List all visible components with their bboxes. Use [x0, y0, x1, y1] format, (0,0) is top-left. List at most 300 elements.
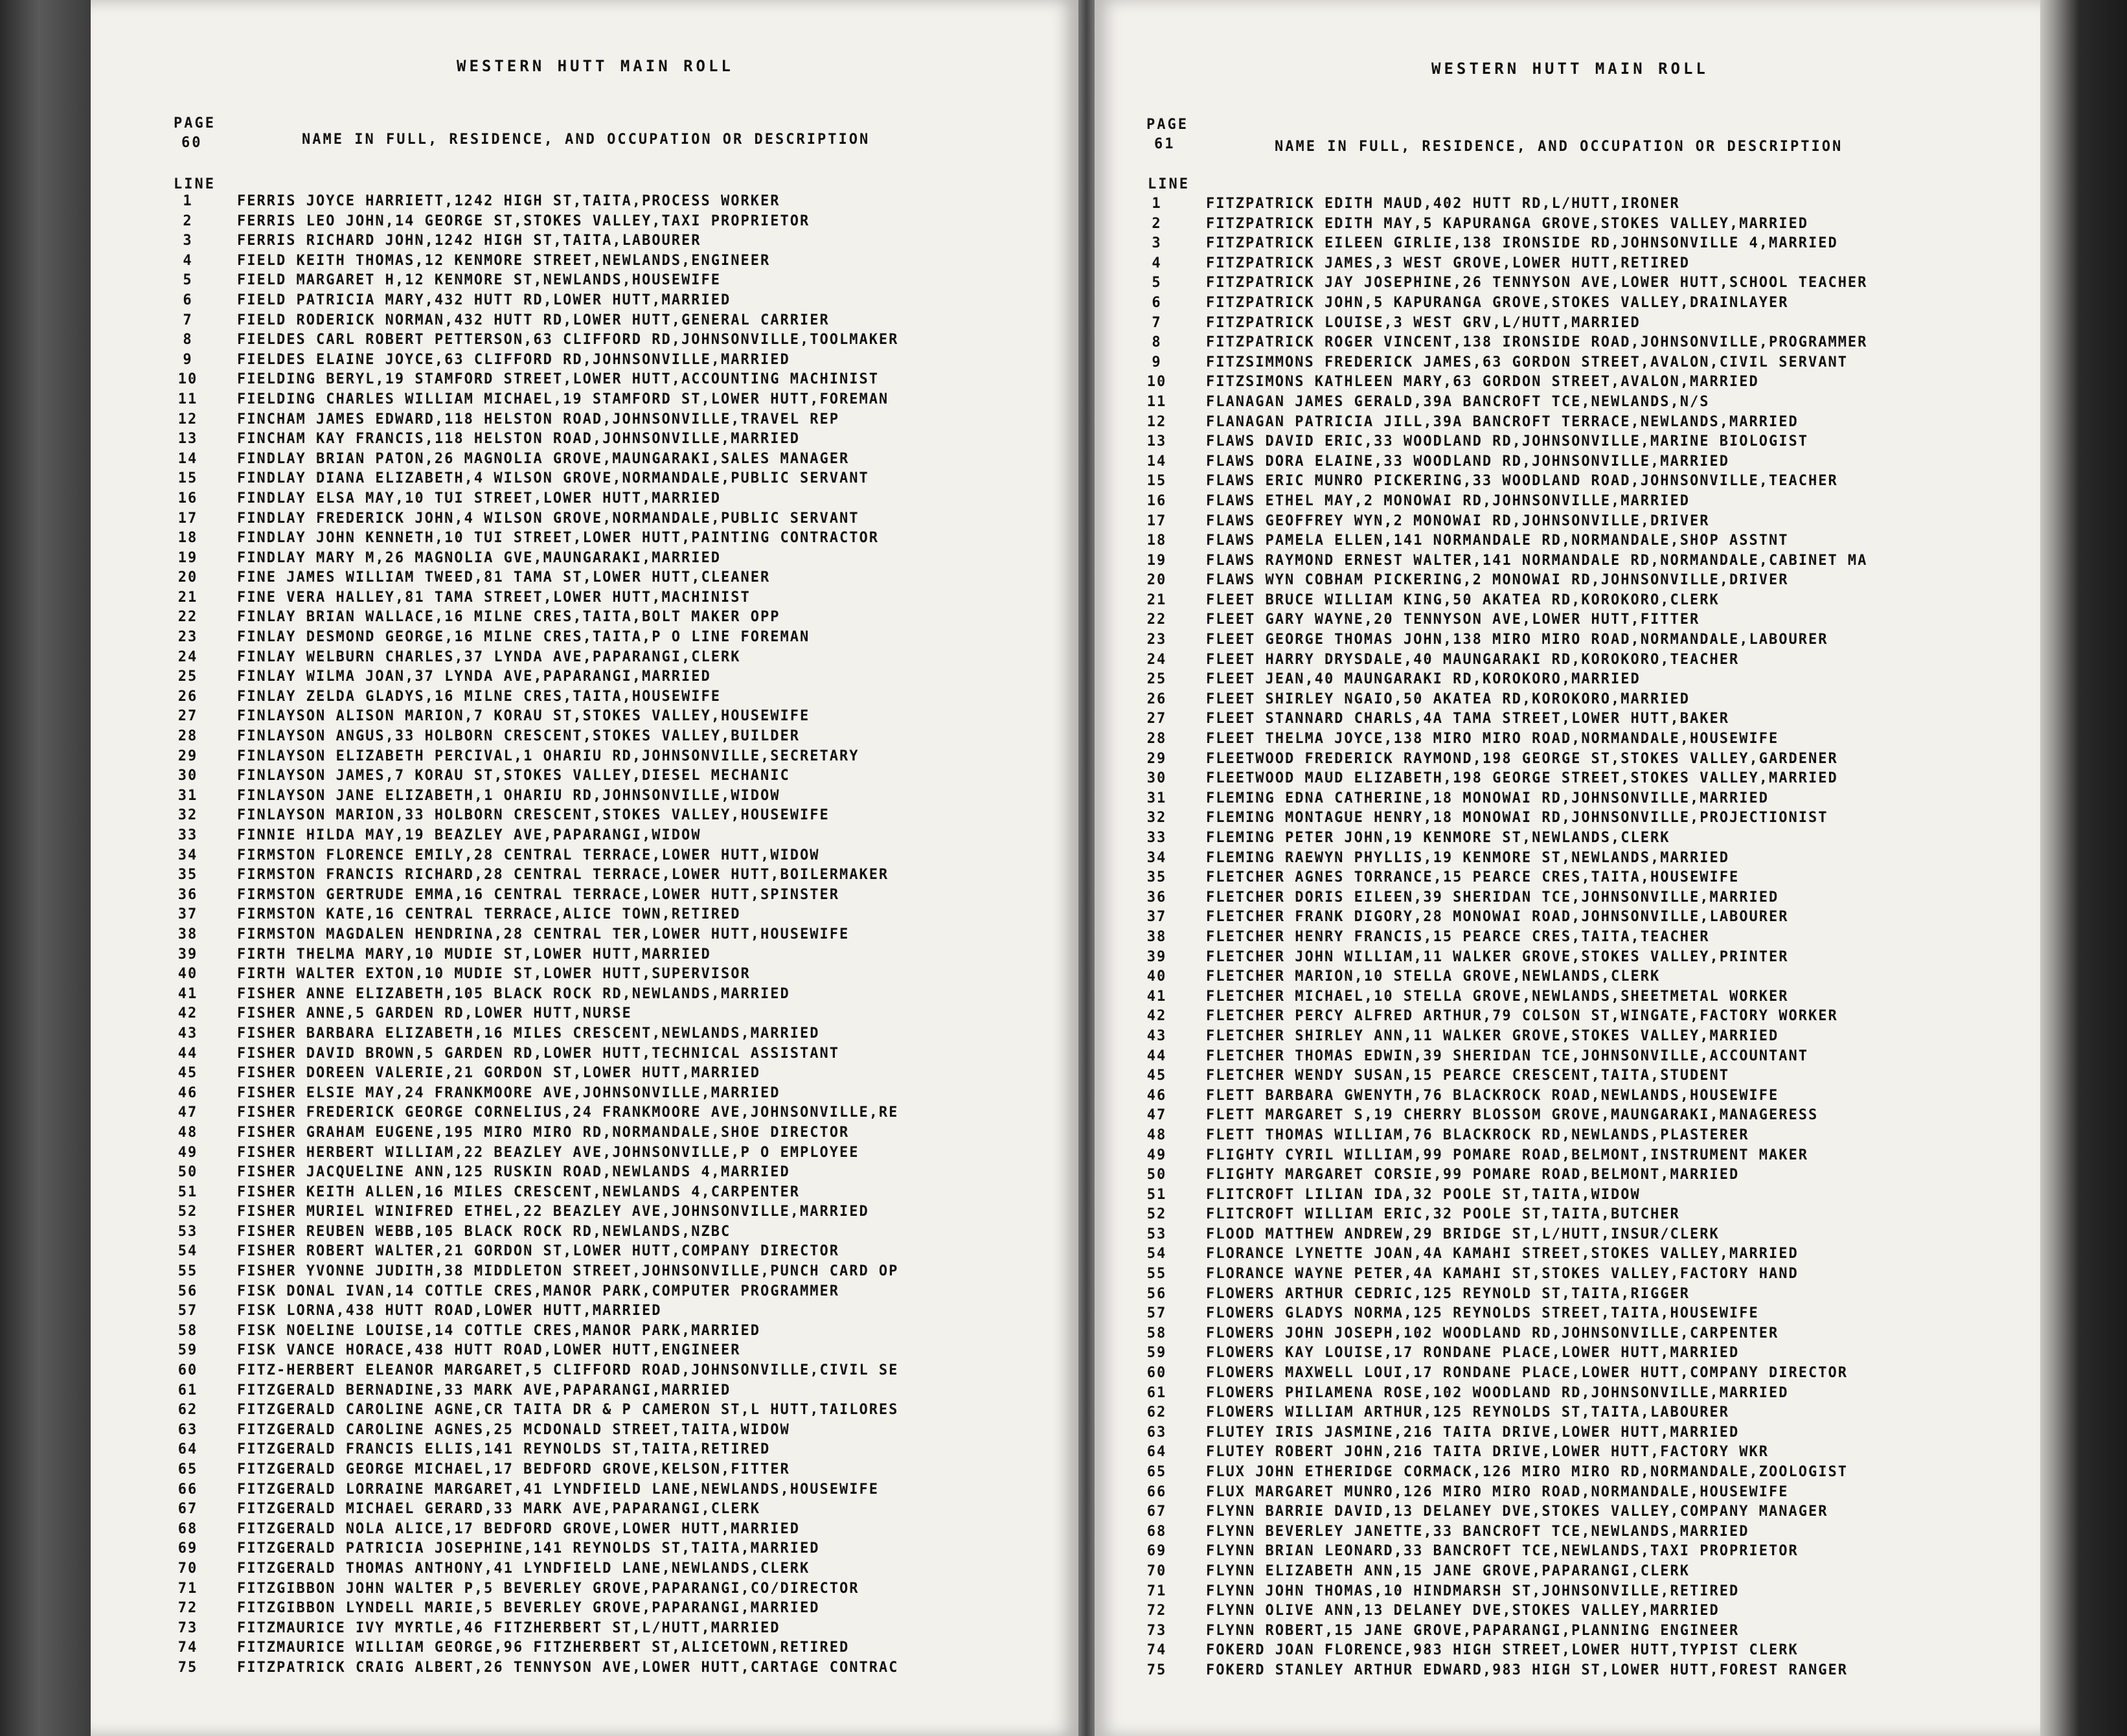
entry-text: FINDLAY ELSA MAY,10 TUI STREET,LOWER HUTT,MARRIED: [237, 490, 722, 507]
roll-entry: [1137, 314, 1867, 334]
entry-text: FISK LORNA,438 HUTT ROAD,LOWER HUTT,MARRIED: [237, 1303, 662, 1319]
line-number: 18: [1146, 532, 1167, 549]
entry-text: FLAWS GEOFFREY WYN,2 MONOWAI RD,JOHNSONVILLE,DRIVER: [1206, 512, 1710, 529]
entry-text: FINCHAM KAY FRANCIS,118 HELSTON ROAD,JOHNSONVILLE,MARRIED: [237, 431, 800, 448]
entry-text: FLANAGAN PATRICIA JILL,39A BANCROFT TERRACE,NEWLANDS,MARRIED: [1206, 413, 1799, 430]
entry-text: FOKERD JOAN FLORENCE,983 HIGH STREET,LOWER HUTT,TYPIST CLERK: [1206, 1642, 1799, 1659]
line-number: 3: [1152, 235, 1162, 252]
roll-entry: [1137, 1086, 1867, 1106]
line-number: 39: [177, 946, 198, 963]
entry-text: FINCHAM JAMES EDWARD,118 HELSTON ROAD,JOHNSONVILLE,TRAVEL REP: [237, 411, 839, 428]
roll-entry: [1137, 1324, 1867, 1344]
entry-text: FLETCHER THOMAS EDWIN,39 SHERIDAN TCE,JOHNSONVILLE,ACCOUNTANT: [1206, 1047, 1808, 1064]
roll-entry: [1137, 630, 1867, 650]
entry-text: FOKERD STANLEY ARTHUR EDWARD,983 HIGH ST,LOWER HUTT,FOREST RANGER: [1206, 1662, 1848, 1678]
entry-text: FLORANCE WAYNE PETER,4A KAMAHI ST,STOKES VALLEY,FACTORY HAND: [1206, 1266, 1799, 1283]
line-number: 35: [177, 867, 198, 884]
roll-entry: [1137, 1384, 1867, 1404]
entry-text: FLANAGAN JAMES GERALD,39A BANCROFT TCE,NEWLANDS,N/S: [1206, 393, 1710, 410]
entry-text: FLOWERS KAY LOUISE,17 RONDANE PLACE,LOWER HUTT,MARRIED: [1206, 1345, 1740, 1362]
entry-text: FINLAYSON JAMES,7 KORAU ST,STOKES VALLEY,DIESEL MECHANIC: [237, 768, 790, 784]
roll-entry: [168, 786, 898, 806]
line-number: 35: [1146, 869, 1167, 886]
line-number: 43: [177, 1025, 198, 1042]
page-label: PAGE: [174, 115, 216, 131]
roll-entry: [1137, 1066, 1867, 1086]
page-left: [91, 0, 1078, 1736]
line-number: 15: [1146, 473, 1167, 490]
roll-entry: [1137, 1483, 1867, 1503]
line-number: 20: [1146, 572, 1167, 589]
roll-entry: [168, 1460, 898, 1480]
line-number: 73: [177, 1619, 198, 1636]
line-number: 9: [183, 351, 193, 368]
line-number: 69: [1146, 1543, 1167, 1560]
entry-text: FLEET THELMA JOYCE,138 MIRO MIRO ROAD,NORMANDALE,HOUSEWIFE: [1206, 731, 1779, 748]
entry-text: FLETCHER PERCY ALFRED ARTHUR,79 COLSON ST,WINGATE,FACTORY WORKER: [1206, 1008, 1838, 1025]
line-number: 13: [177, 431, 198, 448]
roll-entry: [1137, 1343, 1867, 1364]
roll-entry: [168, 1163, 898, 1183]
line-number: 43: [1146, 1027, 1167, 1044]
entry-text: FITZPATRICK JAY JOSEPHINE,26 TENNYSON AVE,LOWER HUTT,SCHOOL TEACHER: [1206, 275, 1868, 291]
line-number: 11: [1146, 393, 1167, 410]
line-number: 27: [1146, 711, 1167, 727]
entry-text: FLYNN ROBERT,15 JANE GROVE,PAPARANGI,PLANNING ENGINEER: [1206, 1622, 1740, 1639]
entry-text: FINLAYSON ELIZABETH PERCIVAL,1 OHARIU RD,JOHNSONVILLE,SECRETARY: [237, 748, 859, 764]
roll-entry: [1137, 1423, 1867, 1443]
entry-text: FITZPATRICK CRAIG ALBERT,26 TENNYSON AVE,LOWER HUTT,CARTAGE CONTRAC: [237, 1659, 899, 1676]
page-label: PAGE: [1146, 117, 1189, 133]
line-number: 40: [177, 966, 198, 983]
roll-entry: [168, 1064, 898, 1084]
roll-entry: [168, 608, 898, 628]
line-number: 32: [1146, 810, 1167, 827]
entry-text: FITZGIBBON LYNDELL MARIE,5 BEVERLEY GROVE,PAPARANGI,MARRIED: [237, 1600, 820, 1617]
entry-text: FLEMING MONTAGUE HENRY,18 MONOWAI RD,JOHNSONVILLE,PROJECTIONIST: [1206, 810, 1828, 827]
roll-entry: [1137, 492, 1867, 512]
line-number: 19: [177, 549, 198, 566]
roll-entry: [168, 1123, 898, 1143]
entry-text: FISHER FREDERICK GEORGE CORNELIUS,24 FRANKMOORE AVE,JOHNSONVILLE,RE: [237, 1104, 899, 1121]
entry-text: FLETCHER AGNES TORRANCE,15 PEARCE CRES,TAITA,HOUSEWIFE: [1206, 869, 1740, 886]
line-number: 38: [177, 926, 198, 942]
roll-entry: [1137, 1244, 1867, 1264]
roll-entry: [1137, 1562, 1867, 1582]
line-number: 75: [177, 1659, 198, 1676]
line-number: 46: [1146, 1087, 1167, 1104]
entry-text: FITZPATRICK EDITH MAY,5 KAPURANGA GROVE,STOKES VALLEY,MARRIED: [1206, 215, 1808, 232]
line-number: 68: [177, 1520, 198, 1537]
roll-entry: [1137, 1364, 1867, 1384]
page-number: 60: [181, 135, 203, 151]
entry-text: FITZPATRICK LOUISE,3 WEST GRV,L/HUTT,MARRIED: [1206, 314, 1641, 331]
roll-entry: [168, 1321, 898, 1342]
entry-text: FLETCHER SHIRLEY ANN,11 WALKER GROVE,STOKES VALLEY,MARRIED: [1206, 1027, 1779, 1044]
entry-text: FLOWERS WILLIAM ARTHUR,125 REYNOLDS ST,TAITA,LABOURER: [1206, 1404, 1729, 1421]
line-number: 61: [1146, 1384, 1167, 1401]
line-number: 33: [1146, 830, 1167, 846]
line-number: 44: [1146, 1047, 1167, 1064]
line-number: 7: [1152, 314, 1162, 331]
line-number: 57: [177, 1303, 198, 1319]
line-number: 60: [1146, 1365, 1167, 1382]
entry-text: FIELDES ELAINE JOYCE,63 CLIFFORD RD,JOHNSONVILLE,MARRIED: [237, 351, 790, 368]
roll-entry: [1137, 928, 1867, 948]
entry-text: FINDLAY BRIAN PATON,26 MAGNOLIA GROVE,MAUNGARAKI,SALES MANAGER: [237, 450, 850, 467]
line-number: 36: [177, 886, 198, 903]
entry-text: FERRIS LEO JOHN,14 GEORGE ST,STOKES VALLEY,TAXI PROPRIETOR: [237, 212, 810, 229]
roll-entry: [168, 766, 898, 786]
line-number: 19: [1146, 552, 1167, 569]
roll-entry: [1137, 551, 1867, 571]
entry-text: FLUX JOHN ETHERIDGE CORMACK,126 MIRO MIRO RD,NORMANDALE,ZOOLOGIST: [1206, 1464, 1848, 1480]
line-number: 4: [1152, 255, 1162, 271]
roll-entry: [168, 1341, 898, 1361]
roll-entry: [1137, 948, 1867, 968]
line-number: 68: [1146, 1523, 1167, 1540]
line-number: 26: [177, 688, 198, 705]
roll-entry: [168, 1480, 898, 1500]
line-number: 33: [177, 827, 198, 843]
roll-entry: [1137, 372, 1867, 393]
entry-text: FLAWS WYN COBHAM PICKERING,2 MONOWAI RD,JOHNSONVILLE,DRIVER: [1206, 572, 1789, 589]
line-number: 28: [177, 728, 198, 745]
entry-text: FINDLAY FREDERICK JOHN,4 WILSON GROVE,NORMANDALE,PUBLIC SERVANT: [237, 510, 859, 527]
roll-entry: [168, 1658, 898, 1678]
entry-text: FISHER REUBEN WEBB,105 BLACK ROCK RD,NEWLANDS,NZBC: [237, 1223, 731, 1240]
roll-entry: [168, 1440, 898, 1460]
line-number: 69: [177, 1540, 198, 1557]
entry-text: FISHER ELSIE MAY,24 FRANKMOORE AVE,JOHNSONVILLE,MARRIED: [237, 1084, 780, 1101]
entry-text: FISK VANCE HORACE,438 HUTT ROAD,LOWER HUTT,ENGINEER: [237, 1342, 741, 1359]
line-number: 30: [1146, 770, 1167, 787]
line-number: 49: [1146, 1147, 1167, 1163]
line-number: 6: [183, 291, 193, 308]
entry-text: FIELD PATRICIA MARY,432 HUTT RD,LOWER HUTT,MARRIED: [237, 291, 731, 308]
entry-text: FIELD KEITH THOMAS,12 KENMORE STREET,NEWLANDS,ENGINEER: [237, 252, 771, 269]
roll-entry: [168, 945, 898, 965]
line-number: 58: [177, 1322, 198, 1339]
line-number: 41: [177, 985, 198, 1002]
entry-text: FINLAY DESMOND GEORGE,16 MILNE CRES,TAITA,P O LINE FOREMAN: [237, 629, 810, 646]
line-number: 13: [1146, 433, 1167, 450]
roll-entry: [1137, 1285, 1867, 1305]
entry-text: FLEETWOOD FREDERICK RAYMOND,198 GEORGE ST,STOKES VALLEY,GARDENER: [1206, 750, 1838, 767]
line-label: LINE: [1148, 176, 1190, 192]
entry-text: FITZMAURICE WILLIAM GEORGE,96 FITZHERBERT ST,ALICETOWN,RETIRED: [237, 1639, 850, 1656]
line-number: 65: [1146, 1464, 1167, 1480]
roll-entry: [1137, 1165, 1867, 1185]
line-number: 32: [177, 807, 198, 824]
entry-text: FISHER YVONNE JUDITH,38 MIDDLETON STREET,JOHNSONVILLE,PUNCH CARD OP: [237, 1263, 899, 1280]
roll-entry: [1137, 1185, 1867, 1205]
entry-text: FIRTH WALTER EXTON,10 MUDIE ST,LOWER HUTT,SUPERVISOR: [237, 966, 751, 983]
roll-entries: [1137, 194, 1867, 1681]
line-number: 1: [1152, 196, 1162, 212]
entry-text: FISHER ANNE,5 GARDEN RD,LOWER HUTT,NURSE: [237, 1005, 632, 1022]
roll-entry: [168, 1599, 898, 1619]
roll-entry: [1137, 512, 1867, 532]
roll-entry: [1137, 1542, 1867, 1562]
roll-entry: [1137, 531, 1867, 551]
line-number: 12: [1146, 413, 1167, 430]
line-number: 44: [177, 1045, 198, 1062]
entry-text: FITZGERALD BERNADINE,33 MARK AVE,PAPARANGI,MARRIED: [237, 1382, 731, 1399]
roll-entry: [1137, 650, 1867, 670]
line-number: 66: [1146, 1483, 1167, 1500]
roll-entry: [168, 985, 898, 1005]
entry-text: FINLAY WELBURN CHARLES,37 LYNDA AVE,PAPARANGI,CLERK: [237, 648, 741, 665]
roll-entry: [1137, 828, 1867, 849]
roll-entry: [1137, 729, 1867, 749]
entry-text: FISHER HERBERT WILLIAM,22 BEAZLEY AVE,JOHNSONVILLE,P O EMPLOYEE: [237, 1144, 859, 1161]
line-number: 10: [177, 371, 198, 388]
line-number: 3: [183, 233, 193, 249]
line-number: 75: [1146, 1662, 1167, 1678]
roll-entry: [168, 648, 898, 668]
entry-text: FLETT MARGARET S,19 CHERRY BLOSSOM GROVE,MAUNGARAKI,MANAGERESS: [1206, 1107, 1819, 1124]
page-edge: [2040, 0, 2127, 1736]
entry-text: FITZSIMMONS FREDERICK JAMES,63 GORDON STREET,AVALON,CIVIL SERVANT: [1206, 354, 1848, 371]
line-number: 40: [1146, 968, 1167, 985]
line-number: 42: [177, 1005, 198, 1022]
line-number: 48: [1146, 1126, 1167, 1143]
entry-text: FITZGERALD MICHAEL GERARD,33 MARK AVE,PAPARANGI,CLERK: [237, 1501, 760, 1518]
entry-text: FISK DONAL IVAN,14 COTTLE CRES,MANOR PARK,COMPUTER PROGRAMMER: [237, 1283, 839, 1299]
roll-entry: [1137, 849, 1867, 869]
roll-entry: [168, 1024, 898, 1044]
roll-entry: [1137, 1126, 1867, 1146]
line-number: 52: [177, 1204, 198, 1220]
roll-entry: [168, 212, 898, 232]
roll-entry: [168, 410, 898, 430]
line-number: 61: [177, 1382, 198, 1399]
line-number: 26: [1146, 691, 1167, 707]
book-gutter: [1078, 0, 1095, 1736]
line-number: 41: [1146, 988, 1167, 1005]
entry-text: FERRIS JOYCE HARRIETT,1242 HIGH ST,TAITA,PROCESS WORKER: [237, 193, 780, 209]
entry-text: FLETCHER JOHN WILLIAM,11 WALKER GROVE,STOKES VALLEY,PRINTER: [1206, 948, 1789, 965]
roll-entry: [168, 727, 898, 747]
entry-text: FLEET BRUCE WILLIAM KING,50 AKATEA RD,KOROKORO,CLERK: [1206, 591, 1720, 608]
roll-entry: [168, 429, 898, 450]
entry-text: FITZGERALD CAROLINE AGNE,CR TAITA DR & P CAMERON ST,L HUTT,TAILORES: [237, 1402, 899, 1419]
line-number: 36: [1146, 889, 1167, 906]
line-number: 71: [1146, 1582, 1167, 1599]
line-number: 59: [177, 1342, 198, 1359]
line-number: 37: [1146, 909, 1167, 926]
entry-text: FIRMSTON GERTRUDE EMMA,16 CENTRAL TERRACE,LOWER HUTT,SPINSTER: [237, 886, 839, 903]
roll-entry: [168, 1301, 898, 1321]
entry-text: FLEET GARY WAYNE,20 TENNYSON AVE,LOWER HUTT,FITTER: [1206, 611, 1700, 628]
entry-text: FITZGERALD CAROLINE AGNES,25 MCDONALD STREET,TAITA,WIDOW: [237, 1421, 790, 1438]
roll-entry: [168, 1202, 898, 1222]
roll-entry: [168, 390, 898, 410]
entry-text: FIELD RODERICK NORMAN,432 HUTT RD,LOWER HUTT,GENERAL CARRIER: [237, 312, 830, 328]
entry-text: FLETCHER FRANK DIGORY,28 MONOWAI ROAD,JOHNSONVILLE,LABOURER: [1206, 909, 1789, 926]
column-heading: NAME IN FULL, RESIDENCE, AND OCCUPATION OR DESCRIPTION: [1275, 139, 1843, 155]
line-number: 63: [177, 1421, 198, 1438]
roll-entry: [168, 1381, 898, 1401]
entry-text: FLEMING RAEWYN PHYLLIS,19 KENMORE ST,NEWLANDS,MARRIED: [1206, 849, 1729, 866]
line-number: 6: [1152, 294, 1162, 311]
line-number: 30: [177, 768, 198, 784]
entry-text: FITZPATRICK JOHN,5 KAPURANGA GROVE,STOKES VALLEY,DRAINLAYER: [1206, 294, 1789, 311]
roll-entry: [1137, 1621, 1867, 1641]
entry-text: FITZGERALD PATRICIA JOSEPHINE,141 REYNOLDS ST,TAITA,MARRIED: [237, 1540, 820, 1557]
line-number: 51: [177, 1183, 198, 1200]
entry-text: FINLAY WILMA JOAN,37 LYNDA AVE,PAPARANGI,MARRIED: [237, 668, 711, 685]
line-number: 54: [177, 1243, 198, 1260]
roll-entry: [1137, 393, 1867, 413]
entry-text: FINE VERA HALLEY,81 TAMA STREET,LOWER HUTT,MACHINIST: [237, 589, 751, 606]
entry-text: FLEET SHIRLEY NGAIO,50 AKATEA RD,KOROKORO,MARRIED: [1206, 691, 1690, 707]
line-number: 25: [177, 668, 198, 685]
line-number: 29: [177, 748, 198, 764]
roll-entry: [1137, 1007, 1867, 1027]
line-number: 49: [177, 1144, 198, 1161]
entry-text: FLETT BARBARA GWENYTH,76 BLACKROCK ROAD,NEWLANDS,HOUSEWIFE: [1206, 1087, 1779, 1104]
line-number: 29: [1146, 750, 1167, 767]
entry-text: FLAWS ERIC MUNRO PICKERING,33 WOODLAND ROAD,JOHNSONVILLE,TEACHER: [1206, 473, 1838, 490]
line-number: 23: [177, 629, 198, 646]
roll-entry: [168, 1103, 898, 1123]
roll-entry: [1137, 808, 1867, 828]
line-number: 51: [1146, 1186, 1167, 1203]
roll-entry: [1137, 1403, 1867, 1423]
line-number: 8: [183, 332, 193, 348]
entry-text: FERRIS RICHARD JOHN,1242 HIGH ST,TAITA,LABOURER: [237, 233, 701, 249]
line-number: 23: [1146, 632, 1167, 648]
roll-entry: [1137, 1106, 1867, 1126]
roll-entry: [168, 311, 898, 331]
line-number: 62: [177, 1402, 198, 1419]
line-number: 25: [1146, 671, 1167, 688]
entry-text: FLETCHER WENDY SUSAN,15 PEARCE CRESCENT,TAITA,STUDENT: [1206, 1068, 1729, 1084]
line-number: 60: [177, 1362, 198, 1379]
entry-text: FLEETWOOD MAUD ELIZABETH,198 GEORGE STREET,STOKES VALLEY,MARRIED: [1206, 770, 1838, 787]
entry-text: FLEET JEAN,40 MAUNGARAKI RD,KOROKORO,MARRIED: [1206, 671, 1641, 688]
roll-entry: [168, 806, 898, 826]
entry-text: FITZGIBBON JOHN WALTER P,5 BEVERLEY GROVE,PAPARANGI,CO/DIRECTOR: [237, 1580, 859, 1597]
entry-text: FLAWS RAYMOND ERNEST WALTER,141 NORMANDALE RD,NORMANDALE,CABINET MA: [1206, 552, 1868, 569]
roll-entry: [1137, 690, 1867, 710]
roll-entry: [1137, 1661, 1867, 1681]
line-number: 45: [1146, 1068, 1167, 1084]
entry-text: FISHER ANNE ELIZABETH,105 BLACK ROCK RD,NEWLANDS,MARRIED: [237, 985, 790, 1002]
line-number: 57: [1146, 1305, 1167, 1322]
line-number: 72: [1146, 1603, 1167, 1619]
roll-entry: [1137, 333, 1867, 353]
roll-title: WESTERN HUTT MAIN ROLL: [457, 57, 734, 75]
roll-entry: [168, 291, 898, 311]
line-number: 5: [1152, 275, 1162, 291]
entry-text: FITZPATRICK JAMES,3 WEST GROVE,LOWER HUTT,RETIRED: [1206, 255, 1690, 271]
roll-entry: [1137, 1641, 1867, 1661]
roll-entry: [168, 549, 898, 569]
entry-text: FLETT THOMAS WILLIAM,76 BLACKROCK RD,NEWLANDS,PLASTERER: [1206, 1126, 1749, 1143]
roll-entry: [1137, 670, 1867, 690]
line-number: 31: [1146, 790, 1167, 806]
entry-text: FIELDES CARL ROBERT PETTERSON,63 CLIFFORD RD,JOHNSONVILLE,TOOLMAKER: [237, 332, 899, 348]
page-right: [1095, 0, 2040, 1736]
roll-entry: [168, 1282, 898, 1302]
roll-entry: [1137, 293, 1867, 314]
roll-entry: [1137, 353, 1867, 373]
line-number: 47: [177, 1104, 198, 1121]
roll-entry: [1137, 1027, 1867, 1047]
entry-text: FINLAY ZELDA GLADYS,16 MILNE CRES,TAITA,HOUSEWIFE: [237, 688, 722, 705]
roll-entry: [1137, 1225, 1867, 1245]
entry-text: FISHER JACQUELINE ANN,125 RUSKIN ROAD,NEWLANDS 4,MARRIED: [237, 1164, 790, 1181]
column-heading: NAME IN FULL, RESIDENCE, AND OCCUPATION OR DESCRIPTION: [302, 131, 870, 148]
entry-text: FLEET STANNARD CHARLS,4A TAMA STREET,LOWER HUTT,BAKER: [1206, 711, 1729, 727]
roll-entry: [168, 1421, 898, 1441]
line-number: 24: [1146, 651, 1167, 668]
line-number: 34: [177, 847, 198, 863]
line-number: 59: [1146, 1345, 1167, 1362]
roll-entry: [168, 1400, 898, 1421]
entry-text: FLEET GEORGE THOMAS JOHN,138 MIRO MIRO ROAD,NORMANDALE,LABOURER: [1206, 632, 1828, 648]
line-number: 58: [1146, 1325, 1167, 1342]
line-number: 21: [1146, 591, 1167, 608]
entry-text: FISK NOELINE LOUISE,14 COTTLE CRES,MANOR PARK,MARRIED: [237, 1322, 760, 1339]
roll-entry: [1137, 709, 1867, 729]
roll-title: WESTERN HUTT MAIN ROLL: [1431, 60, 1709, 78]
roll-entry: [1137, 749, 1867, 770]
roll-entry: [168, 350, 898, 371]
roll-entry: [168, 469, 898, 489]
page-number: 61: [1154, 136, 1176, 152]
entry-text: FLYNN BRIAN LEONARD,33 BANCROFT TCE,NEWLANDS,TAXI PROPRIETOR: [1206, 1543, 1799, 1560]
roll-entry: [168, 1520, 898, 1540]
line-number: 56: [1146, 1285, 1167, 1302]
roll-entry: [168, 747, 898, 767]
roll-entry: [168, 1262, 898, 1282]
entry-text: FINLAYSON ALISON MARION,7 KORAU ST,STOKES VALLEY,HOUSEWIFE: [237, 708, 810, 725]
roll-entry: [168, 509, 898, 529]
line-number: 9: [1152, 354, 1162, 371]
roll-entry: [168, 826, 898, 846]
entry-text: FISHER KEITH ALLEN,16 MILES CRESCENT,NEWLANDS 4,CARPENTER: [237, 1183, 800, 1200]
line-number: 18: [177, 530, 198, 547]
roll-entry: [168, 1183, 898, 1203]
entry-text: FLETCHER MICHAEL,10 STELLA GROVE,NEWLANDS,SHEETMETAL WORKER: [1206, 988, 1789, 1005]
entry-text: FLEMING EDNA CATHERINE,18 MONOWAI RD,JOHNSONVILLE,MARRIED: [1206, 790, 1769, 806]
roll-entry: [1137, 472, 1867, 492]
line-number: 16: [1146, 492, 1167, 509]
line-number: 74: [1146, 1642, 1167, 1659]
entry-text: FINLAYSON JANE ELIZABETH,1 OHARIU RD,JOHNSONVILLE,WIDOW: [237, 787, 780, 804]
entry-text: FITZGERALD NOLA ALICE,17 BEDFORD GROVE,LOWER HUTT,MARRIED: [237, 1520, 800, 1537]
roll-entry: [1137, 1502, 1867, 1522]
roll-entry: [1137, 967, 1867, 987]
entry-text: FITZGERALD GEORGE MICHAEL,17 BEDFORD GROVE,KELSON,FITTER: [237, 1461, 790, 1478]
roll-entry: [168, 231, 898, 251]
roll-entry: [1137, 273, 1867, 293]
line-number: 48: [177, 1124, 198, 1141]
roll-entry: [168, 885, 898, 906]
entry-text: FITZMAURICE IVY MYRTLE,46 FITZHERBERT ST,L/HUTT,MARRIED: [237, 1619, 780, 1636]
entry-text: FLOWERS JOHN JOSEPH,102 WOODLAND RD,JOHNSONVILLE,CARPENTER: [1206, 1325, 1779, 1342]
roll-entry: [168, 905, 898, 925]
line-number: 20: [177, 569, 198, 586]
line-number: 38: [1146, 928, 1167, 945]
entry-text: FIELDING CHARLES WILLIAM MICHAEL,19 STAMFORD ST,LOWER HUTT,FOREMAN: [237, 391, 889, 407]
line-number: 55: [1146, 1266, 1167, 1283]
roll-entry: [1137, 1264, 1867, 1285]
